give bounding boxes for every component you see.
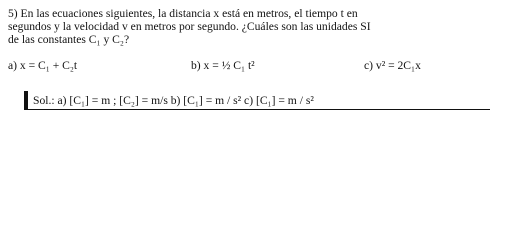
problem-line-3: de las constantes C₁ y C₂? bbox=[8, 33, 130, 46]
problem-line-2: segundos y la velocidad v en metros por segundo. ¿Cuáles son las unidades SI bbox=[8, 20, 371, 33]
option-a-equation: a) x = C₁ + C₂t bbox=[8, 59, 78, 72]
problem-line-1: 5) En las ecuaciones siguientes, la distancia x está en metros, el tiempo t en bbox=[8, 7, 358, 20]
problem-statement bbox=[8, 7, 506, 46]
option-b-equation: b) x = ½ C₁ t² bbox=[191, 59, 255, 72]
option-c-equation: c) v² = 2C₁x bbox=[364, 59, 421, 72]
answer-options bbox=[8, 59, 506, 75]
solution-box bbox=[24, 91, 490, 110]
solution-text: Sol.: a) [C₁] = m ; [C₂] = m/s b) [C₁] = m / s² c) [C₁] = m / s² bbox=[33, 94, 314, 107]
